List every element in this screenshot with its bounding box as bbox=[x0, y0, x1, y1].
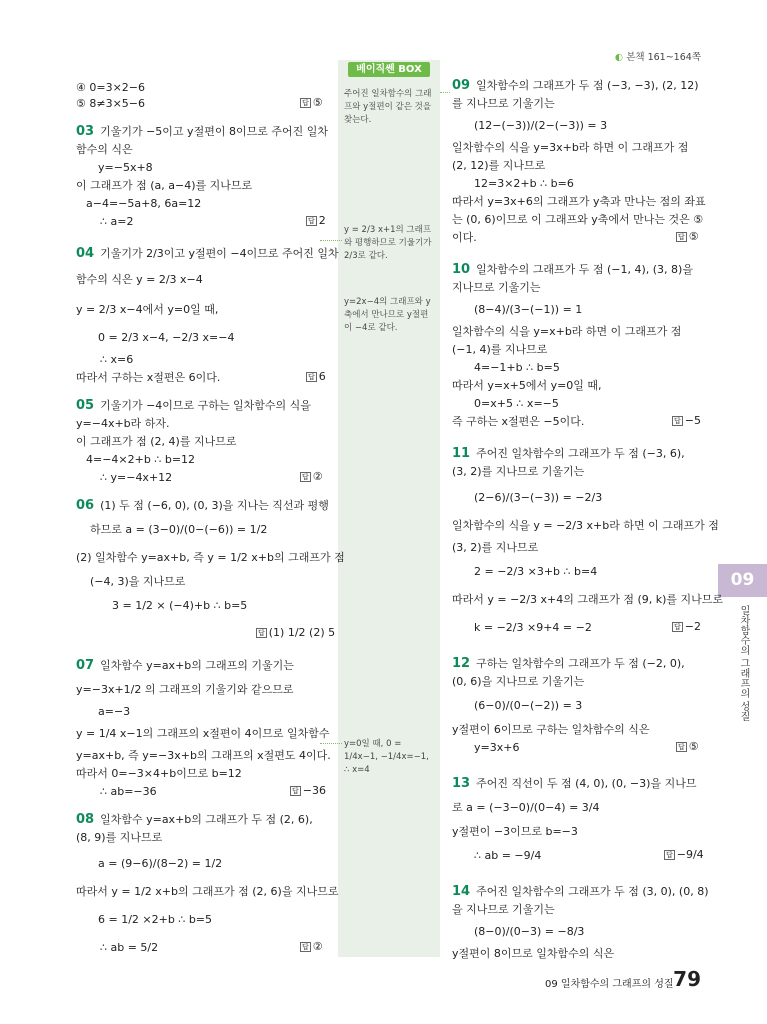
solution-line: 일차함수의 식을 y=3x+b라 하면 이 그래프가 점 bbox=[452, 141, 689, 154]
solution-line: 이다. bbox=[452, 231, 477, 244]
answer-icon: 답 bbox=[678, 743, 685, 751]
solution-line: 3 = 1/2 × (−4)+b ∴ b=5 bbox=[112, 599, 248, 612]
solution-line: 는 (0, 6)이므로 이 그래프와 y축에서 만나는 것은 ⑤ bbox=[452, 213, 704, 226]
solution-line: a−4=−5a+8, 6a=12 bbox=[86, 197, 202, 210]
solution-line: 일차함수의 그래프가 두 점 (−1, 4), (3, 8)을 bbox=[476, 263, 693, 276]
solution-line: (3, 2)를 지나므로 기울기는 bbox=[452, 465, 585, 478]
answer-mark bbox=[256, 626, 335, 639]
solution-line: y = 1/4 x−1의 그래프의 x절편이 4이므로 일차함수 bbox=[76, 727, 330, 740]
solution-line: (1) 두 점 (−6, 0), (0, 3)을 지나는 직선과 평행 bbox=[100, 499, 329, 512]
solution-line: ④ 0=3×2−6 bbox=[76, 81, 146, 94]
chapter-title-vertical: 일차함수의 그래프의 성질 bbox=[738, 605, 749, 722]
solution-line: k = −2/3 ×9+4 = −2 bbox=[474, 621, 592, 634]
sidebar-note-2b: y=2x−4의 그래프와 y축에서 만나므로 y절편이 −4로 같다. bbox=[344, 297, 431, 333]
solution-line: a = (9−6)/(8−2) = 1/2 bbox=[98, 857, 223, 870]
problem-number: 04 bbox=[76, 246, 95, 261]
book-reference bbox=[615, 49, 701, 63]
answer-value: −9/4 bbox=[676, 848, 704, 861]
solution-line: 주어진 일차함수의 그래프가 두 점 (−3, 6), bbox=[476, 447, 685, 460]
answer-value: ② bbox=[312, 470, 323, 483]
solution-line: 하므로 a = (3−0)/(0−(−6)) = 1/2 bbox=[90, 523, 268, 536]
footer-chapter-label: 09 일차함수의 그래프의 성질 bbox=[545, 979, 674, 990]
problem-number: 11 bbox=[452, 446, 471, 461]
answer-mark bbox=[664, 848, 704, 861]
answer-icon: 답 bbox=[308, 373, 315, 381]
answer-value: ⑤ bbox=[312, 96, 323, 109]
solution-line: 을 지나므로 기울기는 bbox=[452, 903, 555, 916]
answer-value: 2 bbox=[318, 214, 326, 227]
solution-line: 주어진 직선이 두 점 (4, 0), (0, −3)을 지나므 bbox=[476, 777, 697, 790]
problem-number: 10 bbox=[452, 262, 471, 277]
answer-value: −5 bbox=[684, 414, 701, 427]
solution-line: 따라서 y = 1/2 x+b의 그래프가 점 (2, 6)을 지나므로 bbox=[76, 885, 339, 898]
solution-line: (6−0)/(0−(−2)) = 3 bbox=[474, 699, 583, 712]
solution-line: 를 지나므로 기울기는 bbox=[452, 97, 555, 110]
sidebar-note-2a: y = 2/3 x+1의 그래프와 평행하므로 기울기가 2/3로 같다. bbox=[344, 225, 432, 261]
answer-value: ⑤ bbox=[688, 230, 699, 243]
solution-line: 따라서 y = −2/3 x+4의 그래프가 점 (9, k)를 지나므로 bbox=[452, 593, 724, 606]
solution-line: 따라서 y=3x+6의 그래프가 y축과 만나는 점의 좌표 bbox=[452, 195, 706, 208]
solution-line: 함수의 식은 y = 2/3 x−4 bbox=[76, 273, 203, 286]
solution-line: y = 2/3 x−4에서 y=0일 때, bbox=[76, 303, 219, 316]
problem-14 bbox=[452, 884, 708, 899]
solution-line: 일차함수 y=ax+b의 그래프의 기울기는 bbox=[100, 659, 294, 672]
problem-11 bbox=[452, 446, 685, 461]
answer-mark bbox=[290, 784, 326, 797]
solution-line: 기울기가 −5이고 y절편이 8이므로 주어진 일차 bbox=[100, 125, 328, 138]
sidebar-pointer bbox=[440, 92, 450, 94]
solution-line: y절편이 −3이므로 b=−3 bbox=[452, 825, 578, 838]
solution-line: ∴ ab=−36 bbox=[100, 785, 157, 798]
solution-line: (0, 6)을 지나므로 기울기는 bbox=[452, 675, 585, 688]
solution-line: 따라서 구하는 x절편은 6이다. bbox=[76, 371, 221, 384]
page-number: 79 bbox=[673, 967, 701, 991]
problem-number: 08 bbox=[76, 812, 95, 827]
solution-line: 4=−1+b ∴ b=5 bbox=[474, 361, 560, 374]
chapter-tab: 09 bbox=[718, 564, 767, 597]
problem-number: 12 bbox=[452, 656, 471, 671]
solution-line: 0=x+5 ∴ x=−5 bbox=[474, 397, 559, 410]
sidebar-note-3: y=0일 때, 0 = 1/4x−1, −1/4x=−1, ∴ x=4 bbox=[344, 739, 429, 775]
answer-icon: 답 bbox=[258, 629, 265, 637]
solution-line: 기울기가 2/3이고 y절편이 −4이므로 주어진 일차 bbox=[100, 247, 339, 260]
book-icon: ◐ bbox=[614, 52, 624, 63]
solution-line: (2−6)/(3−(−3)) = −2/3 bbox=[474, 491, 603, 504]
problem-03 bbox=[76, 124, 328, 139]
solution-line: (8, 9)를 지나므로 bbox=[76, 831, 163, 844]
problem-number: 13 bbox=[452, 776, 471, 791]
solution-line: 이 그래프가 점 (2, 4)를 지나므로 bbox=[76, 435, 237, 448]
problem-04 bbox=[76, 246, 339, 261]
problem-12 bbox=[452, 656, 685, 671]
answer-mark bbox=[676, 740, 699, 753]
problem-number: 09 bbox=[452, 78, 471, 93]
answer-value: (1) 1/2 (2) 5 bbox=[268, 626, 336, 639]
answer-mark bbox=[300, 96, 323, 109]
answer-mark bbox=[300, 470, 323, 483]
solution-line: ∴ ab = 5/2 bbox=[100, 941, 159, 954]
solution-line: 따라서 0=−3×4+b이므로 b=12 bbox=[76, 767, 242, 780]
answer-mark bbox=[672, 414, 701, 427]
problem-number: 07 bbox=[76, 658, 95, 673]
problem-number: 14 bbox=[452, 884, 471, 899]
solution-line: ∴ ab = −9/4 bbox=[474, 849, 542, 862]
answer-icon: 답 bbox=[666, 851, 673, 859]
solution-line: 이 그래프가 점 (a, a−4)를 지나므로 bbox=[76, 179, 253, 192]
solution-line: (8−4)/(3−(−1)) = 1 bbox=[474, 303, 583, 316]
solution-line: a=−3 bbox=[98, 705, 131, 718]
problem-13 bbox=[452, 776, 696, 791]
solution-line: ∴ a=2 bbox=[100, 215, 134, 228]
problem-number: 05 bbox=[76, 398, 95, 413]
answer-icon: 답 bbox=[292, 787, 299, 795]
solution-line: (12−(−3))/(2−(−3)) = 3 bbox=[474, 119, 608, 132]
solution-line: y=−4x+b라 하자. bbox=[76, 417, 170, 430]
solution-line: 2 = −2/3 ×3+b ∴ b=4 bbox=[474, 565, 598, 578]
solution-line: 일차함수의 식을 y=x+b라 하면 이 그래프가 점 bbox=[452, 325, 682, 338]
solution-line: 기울기가 −4이므로 구하는 일차함수의 식을 bbox=[100, 399, 311, 412]
solution-line: 구하는 일차함수의 그래프가 두 점 (−2, 0), bbox=[476, 657, 685, 670]
problem-number: 03 bbox=[76, 124, 95, 139]
solution-line: (−4, 3)을 지나므로 bbox=[90, 575, 186, 588]
answer-mark bbox=[306, 370, 326, 383]
solution-line: (2) 일차함수 y=ax+b, 즉 y = 1/2 x+b의 그래프가 점 bbox=[76, 551, 345, 564]
problem-08 bbox=[76, 812, 313, 827]
answer-value: −2 bbox=[684, 620, 701, 633]
answer-icon: 답 bbox=[302, 473, 309, 481]
sidebar-pointer bbox=[320, 743, 342, 745]
answer-value: −36 bbox=[302, 784, 326, 797]
solution-line: (3, 2)를 지나므로 bbox=[452, 541, 539, 554]
answer-mark bbox=[672, 620, 701, 633]
solution-line: 4=−4×2+b ∴ b=12 bbox=[86, 453, 196, 466]
solution-line: 12=3×2+b ∴ b=6 bbox=[474, 177, 574, 190]
answer-icon: 답 bbox=[674, 623, 681, 631]
sidebar-title: 베이직쎈 BOX bbox=[348, 62, 430, 77]
book-reference-text: 본책 161~164쪽 bbox=[626, 52, 701, 63]
sidebar-note-1: 주어진 일차함수의 그래프와 y절편이 같은 것을 찾는다. bbox=[344, 89, 432, 125]
solution-line: 일차함수의 식을 y = −2/3 x+b라 하면 이 그래프가 점 bbox=[452, 519, 719, 532]
solution-line: 따라서 y=x+5에서 y=0일 때, bbox=[452, 379, 602, 392]
problem-06 bbox=[76, 498, 329, 513]
solution-line: (−1, 4)를 지나므로 bbox=[452, 343, 548, 356]
solution-line: ∴ y=−4x+12 bbox=[100, 471, 173, 484]
solution-line: 일차함수의 그래프가 두 점 (−3, −3), (2, 12) bbox=[476, 79, 699, 92]
answer-value: ⑤ bbox=[688, 740, 699, 753]
answer-mark bbox=[306, 214, 326, 227]
sidebar-pointer bbox=[320, 240, 342, 242]
basic-box-sidebar bbox=[338, 60, 440, 957]
problem-10 bbox=[452, 262, 693, 277]
problem-07 bbox=[76, 658, 294, 673]
problem-number: 06 bbox=[76, 498, 95, 513]
solution-line: ⑤ 8≠3×5−6 bbox=[76, 97, 146, 110]
answer-icon: 답 bbox=[308, 217, 315, 225]
answer-value: ② bbox=[312, 940, 323, 953]
solution-line: y=−3x+1/2 의 그래프의 기울기와 같으므로 bbox=[76, 683, 294, 696]
solution-line: y절편이 6이므로 구하는 일차함수의 식은 bbox=[452, 723, 650, 736]
solution-line: 0 = 2/3 x−4, −2/3 x=−4 bbox=[98, 331, 235, 344]
solution-line: 함수의 식은 bbox=[76, 143, 133, 156]
answer-icon: 답 bbox=[674, 417, 681, 425]
answer-mark bbox=[676, 230, 699, 243]
answer-icon: 답 bbox=[302, 99, 309, 107]
answer-mark bbox=[300, 940, 323, 953]
answer-icon: 답 bbox=[302, 943, 309, 951]
solution-line: y=−5x+8 bbox=[98, 161, 153, 174]
solution-line: y=3x+6 bbox=[474, 741, 520, 754]
solution-line: 지나므로 기울기는 bbox=[452, 281, 541, 294]
solution-line: 로 a = (−3−0)/(0−4) = 3/4 bbox=[452, 801, 600, 814]
solution-line: y절편이 8이므로 일차함수의 식은 bbox=[452, 947, 615, 960]
solution-line: (2, 12)를 지나므로 bbox=[452, 159, 546, 172]
solution-line: ∴ x=6 bbox=[100, 353, 134, 366]
answer-value: 6 bbox=[318, 370, 326, 383]
solution-line: 6 = 1/2 ×2+b ∴ b=5 bbox=[98, 913, 213, 926]
solution-line: 주어진 일차함수의 그래프가 두 점 (3, 0), (0, 8) bbox=[476, 885, 709, 898]
problem-05 bbox=[76, 398, 311, 413]
solution-line: (8−0)/(0−3) = −8/3 bbox=[474, 925, 585, 938]
solution-line: y=ax+b, 즉 y=−3x+b의 그래프의 x절편도 4이다. bbox=[76, 749, 331, 762]
solution-line: 즉 구하는 x절편은 −5이다. bbox=[452, 415, 585, 428]
solution-line: 일차함수 y=ax+b의 그래프가 두 점 (2, 6), bbox=[100, 813, 313, 826]
answer-icon: 답 bbox=[678, 233, 685, 241]
problem-09 bbox=[452, 78, 699, 93]
